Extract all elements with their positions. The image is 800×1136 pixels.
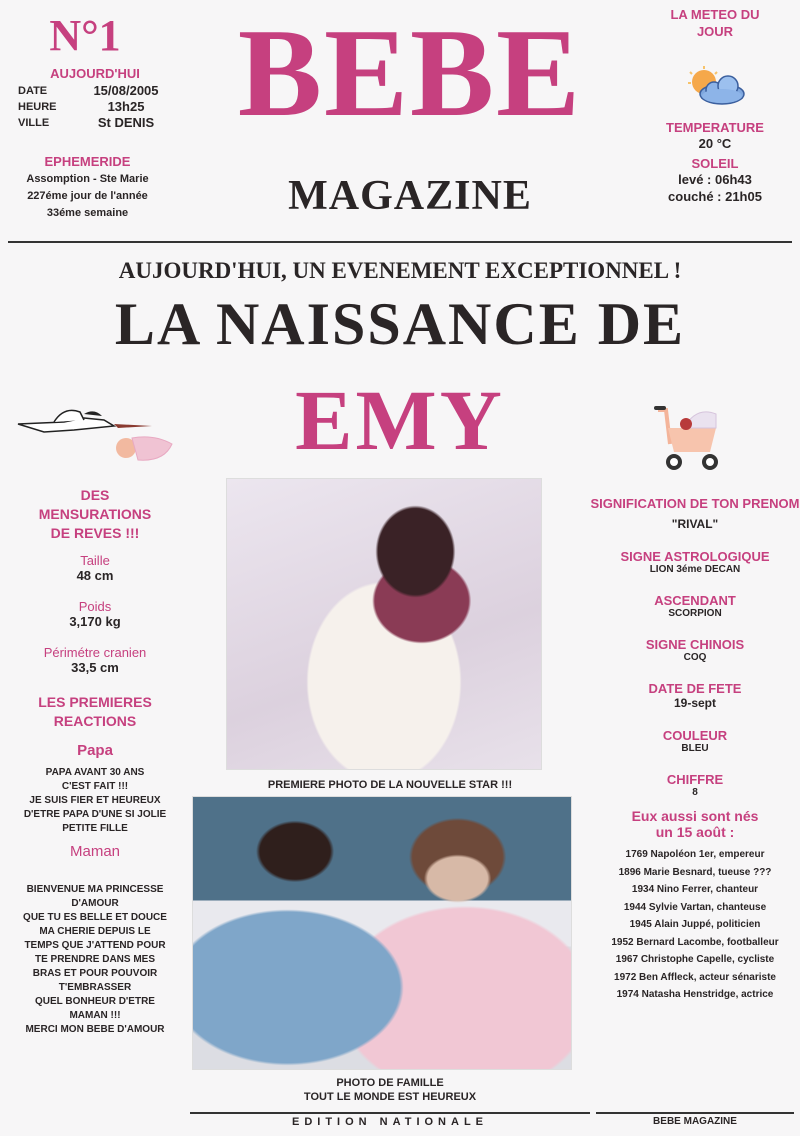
maman-message-line: MAMAN !!! [69,1010,121,1021]
sun-label: SOLEIL [691,156,739,171]
weight-label: Poids [78,599,112,614]
weight-value: 3,170 kg [69,614,121,629]
maman-message-line: D'AMOUR [71,898,119,909]
magazine-subtitle: MAGAZINE [288,173,532,219]
maman-message-line: QUEL BONHEUR D'ETRE [35,996,155,1007]
maman-message-line: TEMPS QUE J'ATTEND POUR [24,940,166,951]
number-value: 8 [692,787,698,798]
famous-birthday: 1974 Natasha Henstridge, actrice [616,989,774,1000]
city-value: St DENIS [97,115,155,130]
ephemeride-title: EPHEMERIDE [44,154,131,169]
sunrise-value: levé : 06h43 [678,172,752,187]
head-circumference-label: Périmétre cranien [43,645,147,660]
color-value: BLEU [681,743,709,754]
name-meaning-title: SIGNIFICATION DE TON PRENOM [590,496,800,511]
papa-message-line: JE SUIS FIER ET HEUREUX [29,795,161,806]
reactions-title: REACTIONS [53,713,137,729]
edition-label: EDITION NATIONALE [291,1116,488,1128]
measures-title: MENSURATIONS [38,506,152,522]
astro-sign-value: LION 3éme DECAN [649,564,741,575]
kicker-headline: AUJOURD'HUI, UN EVENEMENT EXCEPTIONNEL ! [118,258,682,283]
ephemeride [5,154,170,222]
measures-title: DES [80,487,110,503]
temperature-label: TEMPERATURE [666,120,764,135]
footer-divider [190,1112,590,1114]
city-row [10,115,180,131]
footer-divider-right [596,1112,794,1114]
chinese-sign-value: COQ [683,652,707,663]
issue-number: N°1 [49,11,121,60]
top-divider [8,241,792,243]
color-title: COULEUR [662,728,728,743]
ephemeride-line: 227éme jour de l'année [27,190,148,202]
today-title: AUJOURD'HUI [50,66,140,81]
sunset-value: couché : 21h05 [668,189,762,204]
maman-label: Maman [69,843,121,860]
ephemeride-line: Assomption - Ste Marie [26,173,149,185]
chinese-sign-title: SIGNE CHINOIS [645,637,745,652]
date-label: DATE [18,85,48,97]
partly-cloudy-icon [680,66,750,106]
famous-birthday: 1945 Alain Juppé, politicien [629,919,761,930]
family-photo-caption [190,1076,590,1104]
born-same-day-title: Eux aussi sont nés [631,808,759,824]
maman-message-line: BIENVENUE MA PRINCESSE [26,884,164,895]
papa-message-line: PAPA AVANT 30 ANS [45,767,145,778]
reactions-title: LES PREMIERES [38,694,152,710]
maman-message-line: TE PRENDRE DANS MES [34,954,155,965]
maman-message-line: T'EMBRASSER [58,982,132,993]
name-day-title: DATE DE FETE [648,681,742,696]
weather-box [640,6,790,205]
famous-birthday: 1952 Bernard Lacombe, footballeur [611,936,779,948]
right-column [590,494,800,1004]
papa-message-line: C'EST FAIT !!! [61,781,129,792]
famous-birthday: 1972 Ben Affleck, acteur sénariste [614,971,776,983]
family-caption-line: PHOTO DE FAMILLE [336,1077,444,1089]
famous-birthday: 1896 Marie Besnard, tueuse ??? [618,866,772,878]
newborn-photo-caption: PREMIERE PHOTO DE LA NOUVELLE STAR !!! [267,779,513,791]
famous-birthday: 1944 Sylvie Vartan, chanteuse [623,901,767,913]
measures-title: DE REVES !!! [50,525,140,541]
maman-message-line: QUE TU ES BELLE ET DOUCE [23,912,167,923]
papa-label: Papa [77,742,113,759]
weather-title-2: JOUR [696,24,734,39]
baby-name: EMY [295,372,505,468]
left-column [5,486,185,1037]
famous-birthday: 1934 Nino Ferrer, chanteur [631,884,759,895]
name-day-value: 19-sept [673,696,717,710]
today-info [10,66,180,131]
height-value: 48 cm [76,568,114,583]
main-headline: LA NAISSANCE DE [114,291,686,357]
family-caption-line: TOUT LE MONDE EST HEUREUX [303,1091,477,1103]
number-title: CHIFFRE [666,772,724,787]
time-row [10,99,180,115]
ascendant-value: SCORPION [668,608,722,619]
name-meaning-value: "RIVAL" [671,517,719,531]
footer-brand: BEBE MAGAZINE [653,1116,737,1127]
ephemeride-line: 33éme semaine [46,207,129,219]
newborn-photo [226,478,542,770]
maman-message-line: MA CHERIE DEPUIS LE [39,926,151,937]
born-same-day-title-2: un 15 août : [655,824,735,840]
time-label: HEURE [18,101,57,113]
family-photo [192,796,572,1070]
weather-title: LA METEO DU [670,7,760,22]
papa-message-line: PETITE FILLE [62,823,128,834]
date-value: 15/08/2005 [93,83,159,98]
maman-message-line: BRAS ET POUR POUVOIR [32,968,158,979]
famous-birthday: 1769 Napoléon 1er, empereur [625,849,765,860]
astro-sign-title: SIGNE ASTROLOGIQUE [620,549,770,564]
papa-message-line: D'ETRE PAPA D'UNE SI JOLIE [23,809,167,820]
date-row [10,83,180,99]
city-label: VILLE [18,117,50,129]
time-value: 13h25 [107,99,145,114]
ascendant-title: ASCENDANT [654,593,736,608]
maman-message-line: MERCI MON BEBE D'AMOUR [25,1024,165,1035]
head-circumference-value: 33,5 cm [71,660,119,675]
stork-icon [14,400,174,470]
temperature-value: 20 °C [698,136,732,151]
height-label: Taille [80,553,110,568]
baby-carriage-icon [640,400,724,472]
famous-birthday: 1967 Christophe Capelle, cycliste [615,954,775,965]
magazine-title: BEBE [237,4,583,143]
